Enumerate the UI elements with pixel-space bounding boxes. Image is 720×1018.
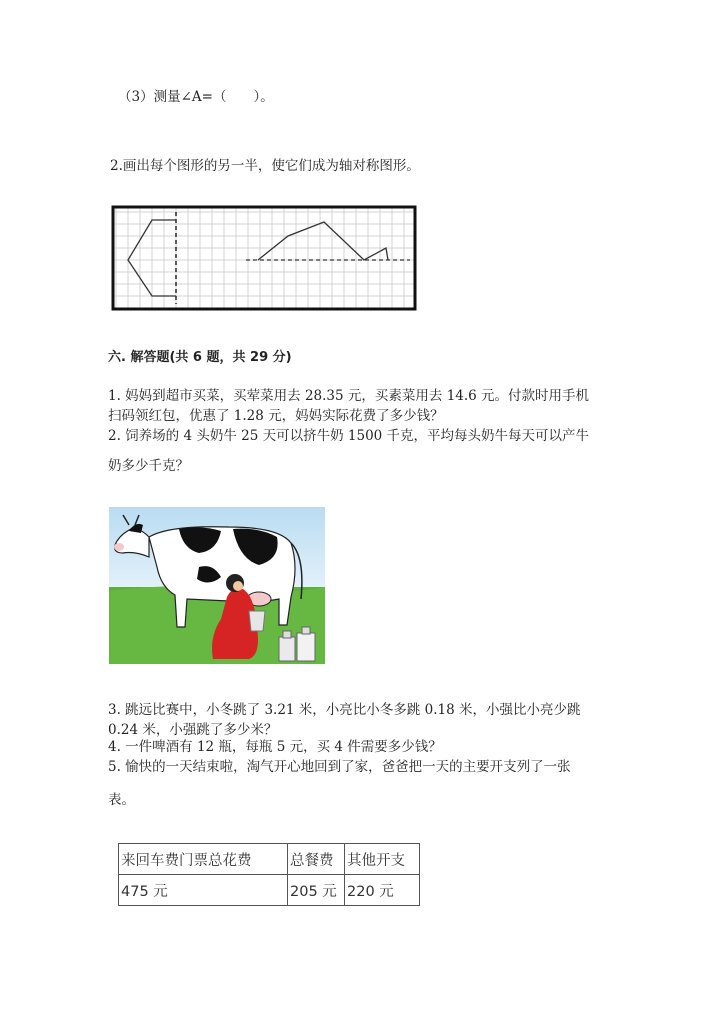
problem-3-line-1: 3. 跳远比赛中，小冬跳了 3.21 米，小亮比小冬多跳 0.18 米，小强比小亮少跳: [108, 702, 581, 718]
cow-milking-picture: [109, 507, 325, 664]
problem-5-line-2: 表。: [108, 792, 135, 808]
value-travel-ticket: 475 元: [119, 875, 288, 906]
expense-table: [118, 843, 420, 906]
problem-3-line-2: 0.24 米，小强跳了多少米？: [108, 722, 278, 738]
table-header-row: [119, 844, 420, 875]
header-meals: 总餐费: [288, 844, 345, 875]
problem-4: 4. 一件啤酒有 12 瓶，每瓶 5 元，买 4 件需要多少钱？: [108, 739, 442, 755]
problem-2-line-1: 2. 饲养场的 4 头奶牛 25 天可以挤牛奶 1500 千克，平均每头奶牛每天可以产牛: [108, 428, 590, 444]
header-other: 其他开支: [345, 844, 420, 875]
value-other: 220 元: [345, 875, 420, 906]
problem-1-line-1: 1. 妈妈到超市买菜，买荤菜用去 28.35 元，买素菜用去 14.6 元。付款时用手机: [108, 388, 590, 404]
q3-measure-angle: （3）测量∠A=（ ）。: [118, 89, 274, 105]
problem-1-line-2: 扫码领红包，优惠了 1.28 元，妈妈实际花费了多少钱？: [108, 408, 444, 424]
q2-symmetry-instruction: 2.画出每个图形的另一半，使它们成为轴对称图形。: [110, 158, 420, 174]
header-travel-ticket: 来回车费门票总花费: [119, 844, 288, 875]
symmetry-grid-figure: [110, 204, 418, 312]
problem-2-line-2: 奶多少千克？: [108, 458, 189, 474]
value-meals: 205 元: [288, 875, 345, 906]
section6-title: 六. 解答题(共 6 题，共 29 分): [108, 350, 292, 365]
table-row: [119, 875, 420, 906]
problem-5-line-1: 5. 愉快的一天结束啦，淘气开心地回到了家，爸爸把一天的主要开支列了一张: [108, 759, 571, 775]
